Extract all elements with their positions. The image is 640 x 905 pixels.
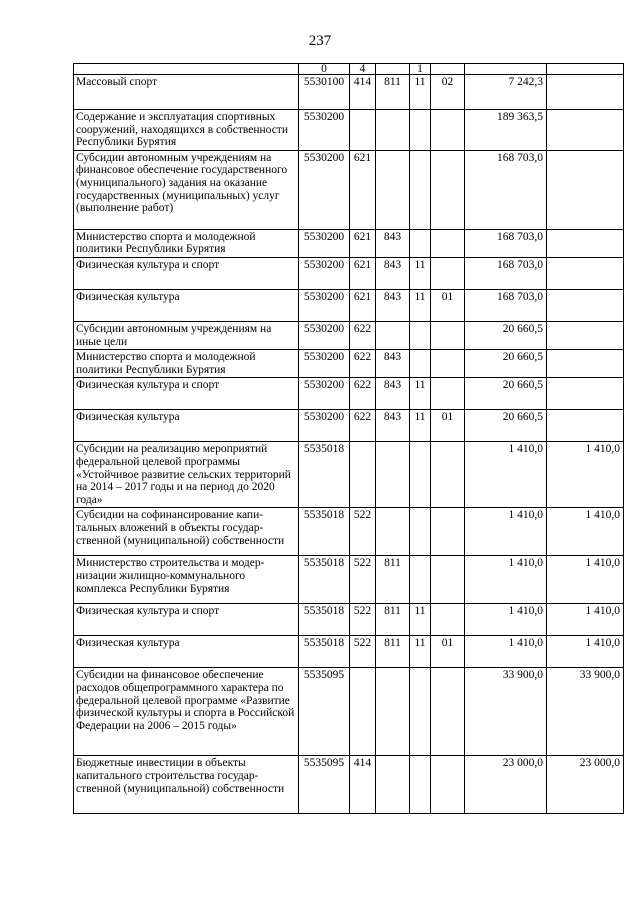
row-name: [74, 64, 299, 75]
target-code: 0: [299, 64, 350, 75]
table-row: [74, 110, 624, 151]
table-row: [74, 636, 624, 668]
expense-type: 622: [350, 378, 376, 410]
row-name: Министерство спорта и молодежной политики Республики Бурятия: [74, 350, 299, 378]
expense-type: 414: [350, 75, 376, 110]
expense-type: 414: [350, 756, 376, 814]
subsection-code: [431, 229, 465, 257]
admin-code: 843: [376, 229, 410, 257]
amount-total: 20 660,5: [465, 410, 547, 442]
subsection-code: [431, 257, 465, 289]
target-code: 5535018: [299, 636, 350, 668]
section-code: [410, 756, 431, 814]
amount-federal: [547, 410, 624, 442]
table-row: [74, 64, 624, 75]
admin-code: 811: [376, 75, 410, 110]
table-row: [74, 378, 624, 410]
row-name: Физическая культура: [74, 410, 299, 442]
subsection-code: [431, 378, 465, 410]
expense-type: 621: [350, 257, 376, 289]
admin-code: [376, 150, 410, 229]
target-code: 5530200: [299, 150, 350, 229]
subsection-code: 01: [431, 410, 465, 442]
expense-type: 621: [350, 150, 376, 229]
admin-code: [376, 756, 410, 814]
expense-type: 522: [350, 556, 376, 604]
admin-code: [376, 442, 410, 508]
admin-code: 843: [376, 289, 410, 321]
section-code: 11: [410, 257, 431, 289]
target-code: 5535018: [299, 442, 350, 508]
row-name: Субсидии на софинансирование капитальных вложений в объекты государственной (муниципальной) собственности: [74, 508, 299, 556]
subsection-code: [431, 350, 465, 378]
admin-code: [376, 668, 410, 756]
subsection-code: [431, 604, 465, 636]
amount-total: 7 242,3: [465, 75, 547, 110]
table-row: [74, 508, 624, 556]
row-name: Содержание и эксплуатация спортивных сооружений, находящихся в собственности Республики Бурятия: [74, 110, 299, 151]
amount-federal: 1 410,0: [547, 442, 624, 508]
amount-total: 20 660,5: [465, 321, 547, 349]
row-name: Субсидии на финансовое обеспечение расходов общепрограммного характера по федеральной целевой программе «Развитие физической культуры и спорта в Российской Федерации на 2006 – 2015 годы»: [74, 668, 299, 756]
admin-code: [376, 64, 410, 75]
amount-total: 168 703,0: [465, 289, 547, 321]
subsection-code: [431, 556, 465, 604]
amount-total: 1 410,0: [465, 556, 547, 604]
admin-code: 811: [376, 556, 410, 604]
amount-federal: [547, 350, 624, 378]
subsection-code: [431, 150, 465, 229]
admin-code: [376, 508, 410, 556]
section-code: [410, 150, 431, 229]
amount-federal: 1 410,0: [547, 556, 624, 604]
section-code: [410, 229, 431, 257]
amount-federal: [547, 257, 624, 289]
section-code: [410, 110, 431, 151]
section-code: 11: [410, 410, 431, 442]
admin-code: 843: [376, 257, 410, 289]
amount-total: 168 703,0: [465, 150, 547, 229]
target-code: 5530200: [299, 289, 350, 321]
amount-total: 1 410,0: [465, 604, 547, 636]
amount-federal: 33 900,0: [547, 668, 624, 756]
section-code: 11: [410, 636, 431, 668]
target-code: 5535018: [299, 556, 350, 604]
admin-code: 811: [376, 604, 410, 636]
subsection-code: [431, 756, 465, 814]
budget-table: [73, 63, 624, 814]
expense-type: [350, 442, 376, 508]
row-name: Физическая культура: [74, 289, 299, 321]
section-code: 11: [410, 289, 431, 321]
amount-federal: [547, 378, 624, 410]
target-code: 5535018: [299, 508, 350, 556]
subsection-code: [431, 64, 465, 75]
table-row: [74, 556, 624, 604]
amount-federal: [547, 289, 624, 321]
subsection-code: 01: [431, 636, 465, 668]
amount-federal: [547, 75, 624, 110]
table-row: [74, 350, 624, 378]
row-name: Министерство строительства и модернизации жилищно-коммунального комплекса Республики Бурятия: [74, 556, 299, 604]
target-code: 5535095: [299, 756, 350, 814]
target-code: 5530200: [299, 410, 350, 442]
subsection-code: 01: [431, 289, 465, 321]
target-code: 5535095: [299, 668, 350, 756]
subsection-code: [431, 508, 465, 556]
subsection-code: [431, 110, 465, 151]
admin-code: 811: [376, 636, 410, 668]
admin-code: [376, 110, 410, 151]
target-code: 5530100: [299, 75, 350, 110]
subsection-code: 02: [431, 75, 465, 110]
expense-type: 522: [350, 604, 376, 636]
target-code: 5535018: [299, 604, 350, 636]
expense-type: [350, 110, 376, 151]
expense-type: 522: [350, 508, 376, 556]
target-code: 5530200: [299, 378, 350, 410]
section-code: [410, 508, 431, 556]
section-code: [410, 442, 431, 508]
admin-code: 843: [376, 350, 410, 378]
amount-total: 33 900,0: [465, 668, 547, 756]
amount-total: [465, 64, 547, 75]
expense-type: 622: [350, 321, 376, 349]
amount-federal: [547, 110, 624, 151]
table-row: [74, 604, 624, 636]
admin-code: [376, 321, 410, 349]
amount-federal: 1 410,0: [547, 508, 624, 556]
section-code: [410, 350, 431, 378]
section-code: [410, 321, 431, 349]
target-code: 5530200: [299, 110, 350, 151]
row-name: Субсидии на реализацию мероприятий федеральной целевой программы «Устойчивое развитие сельских территорий на 2014 – 2017 годы и на период до 2020 года»: [74, 442, 299, 508]
expense-type: 621: [350, 289, 376, 321]
row-name: Министерство спорта и молодежной политики Республики Бурятия: [74, 229, 299, 257]
table-row: [74, 442, 624, 508]
amount-federal: [547, 229, 624, 257]
expense-type: 621: [350, 229, 376, 257]
row-name: Физическая культура: [74, 636, 299, 668]
row-name: Субсидии автономным учреждениям на иные цели: [74, 321, 299, 349]
amount-total: 1 410,0: [465, 508, 547, 556]
amount-federal: 1 410,0: [547, 636, 624, 668]
table-row: [74, 321, 624, 349]
section-code: [410, 668, 431, 756]
expense-type: 622: [350, 350, 376, 378]
row-name: Физическая культура и спорт: [74, 604, 299, 636]
admin-code: 843: [376, 410, 410, 442]
section-code: [410, 556, 431, 604]
subsection-code: [431, 668, 465, 756]
row-name: Физическая культура и спорт: [74, 378, 299, 410]
table-row: [74, 289, 624, 321]
page-number: 237: [308, 33, 332, 49]
row-name: Физическая культура и спорт: [74, 257, 299, 289]
amount-federal: 1 410,0: [547, 604, 624, 636]
expense-type: 4: [350, 64, 376, 75]
target-code: 5530200: [299, 229, 350, 257]
row-name: Бюджетные инвестиции в объекты капитального строительства государственной (муниципальной) собственности: [74, 756, 299, 814]
section-code: 11: [410, 75, 431, 110]
admin-code: 843: [376, 378, 410, 410]
amount-total: 1 410,0: [465, 442, 547, 508]
target-code: 5530200: [299, 350, 350, 378]
amount-total: 23 000,0: [465, 756, 547, 814]
budget-table-body: [74, 64, 624, 814]
section-code: 11: [410, 604, 431, 636]
table-row: [74, 75, 624, 110]
amount-total: 20 660,5: [465, 378, 547, 410]
row-name: Субсидии автономным учреждениям на финансовое обеспечение государственного (муниципального) задания на оказание государственных (муниципальных) услуг (выполнение работ): [74, 150, 299, 229]
amount-total: 168 703,0: [465, 257, 547, 289]
table-row: [74, 229, 624, 257]
amount-total: 20 660,5: [465, 350, 547, 378]
amount-federal: [547, 321, 624, 349]
table-row: [74, 410, 624, 442]
target-code: 5530200: [299, 257, 350, 289]
amount-total: 168 703,0: [465, 229, 547, 257]
section-code: 1: [410, 64, 431, 75]
row-name: Массовый спорт: [74, 75, 299, 110]
amount-federal: 23 000,0: [547, 756, 624, 814]
amount-federal: [547, 64, 624, 75]
target-code: 5530200: [299, 321, 350, 349]
subsection-code: [431, 442, 465, 508]
expense-type: 522: [350, 636, 376, 668]
amount-total: 189 363,5: [465, 110, 547, 151]
table-row: [74, 150, 624, 229]
section-code: 11: [410, 378, 431, 410]
table-row: [74, 668, 624, 756]
amount-federal: [547, 150, 624, 229]
subsection-code: [431, 321, 465, 349]
amount-total: 1 410,0: [465, 636, 547, 668]
expense-type: [350, 668, 376, 756]
table-row: [74, 257, 624, 289]
expense-type: 622: [350, 410, 376, 442]
table-row: [74, 756, 624, 814]
